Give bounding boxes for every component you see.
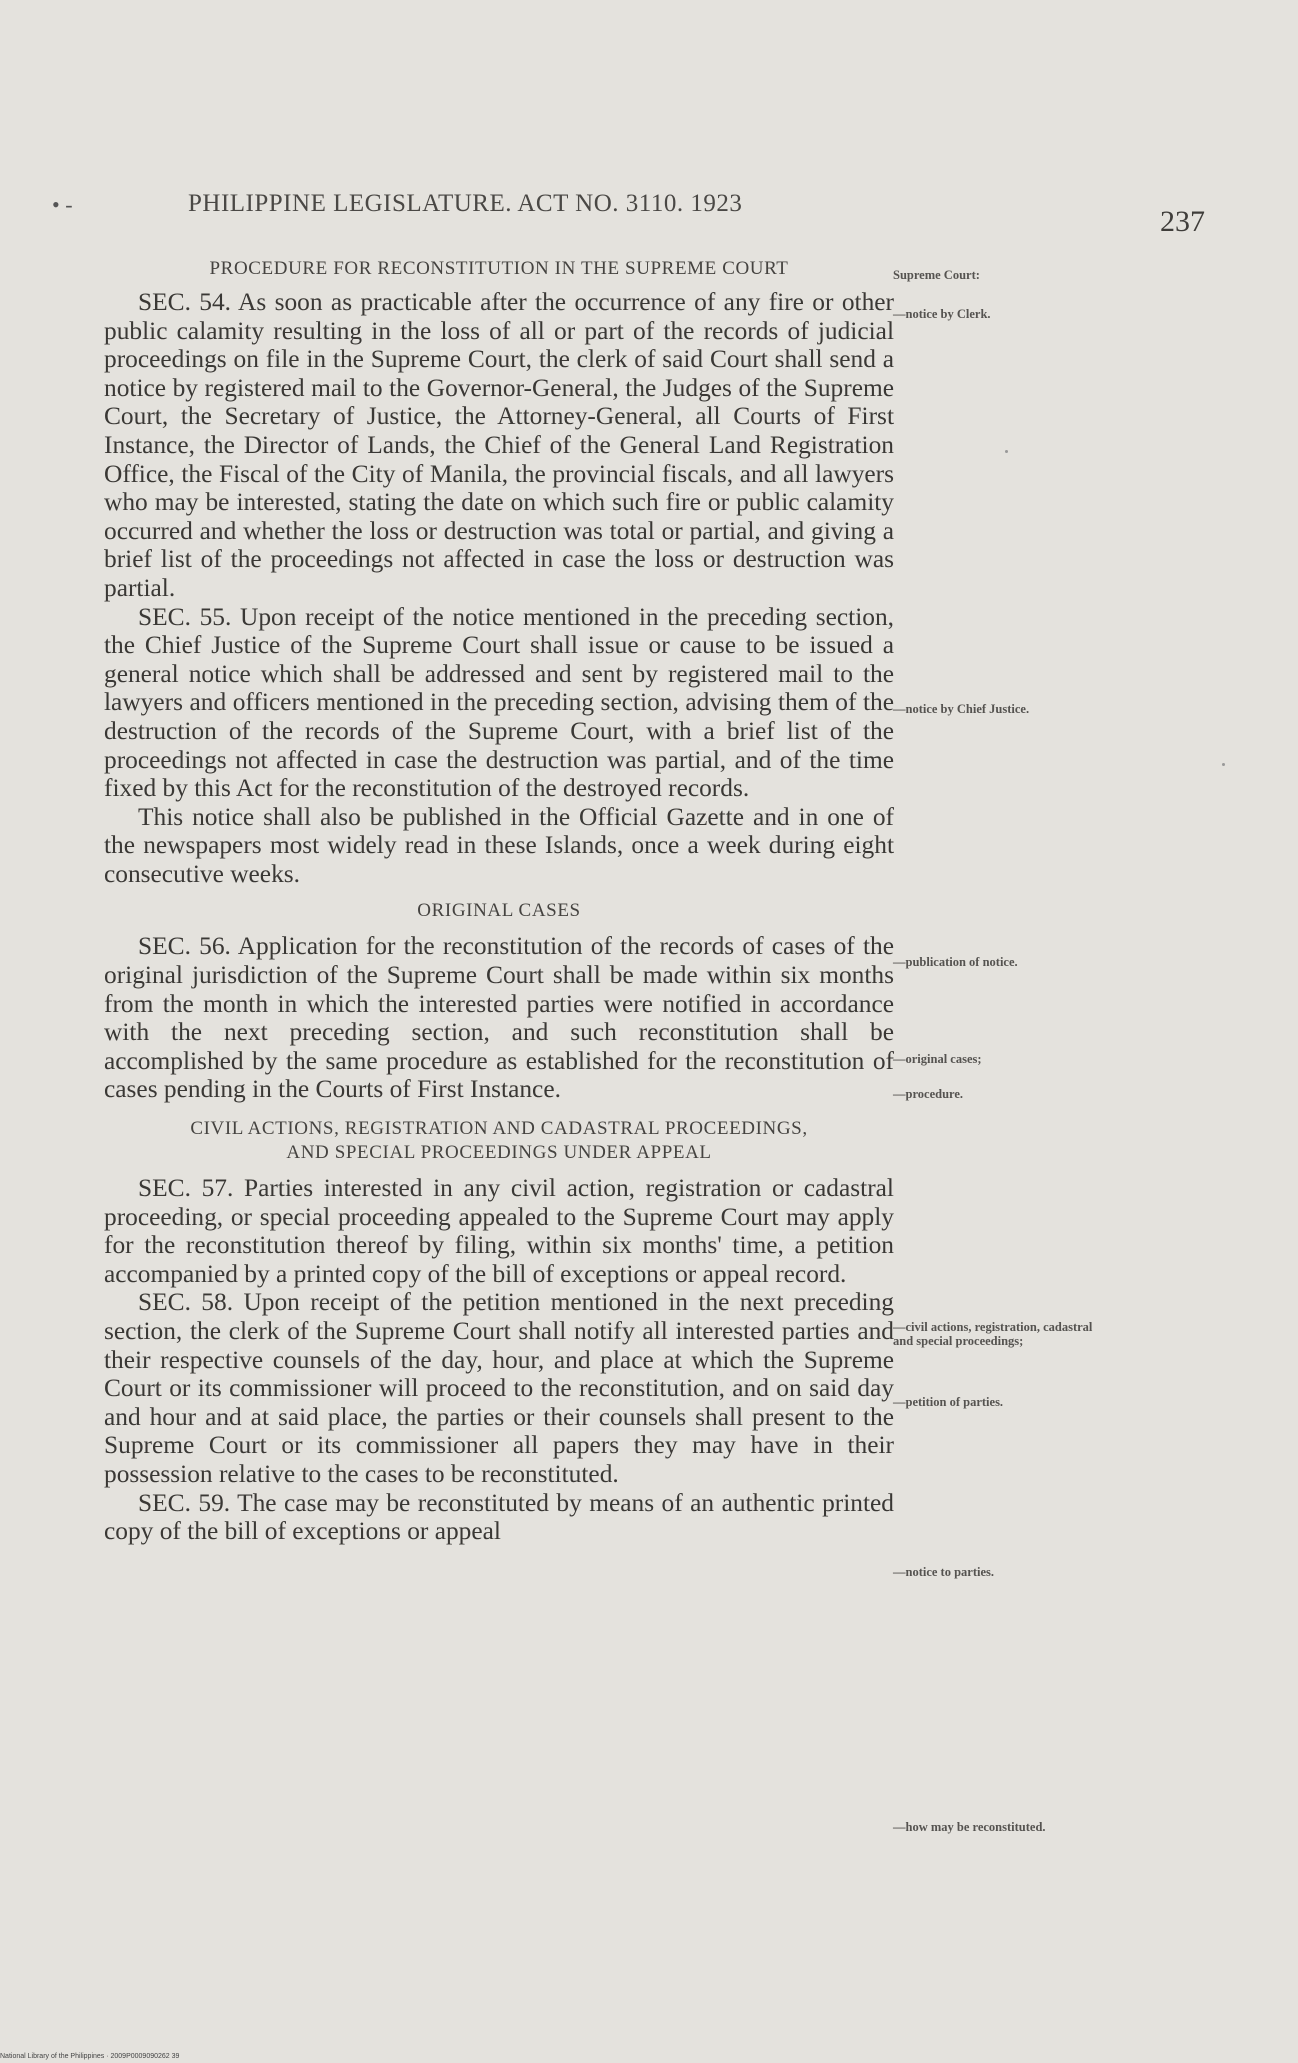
section-57-label: SEC. 57. xyxy=(138,1174,234,1203)
section-heading-civil-actions-1: CIVIL ACTIONS, REGISTRATION AND CADASTRAL PROCEEDINGS, xyxy=(190,1118,808,1140)
section-56-label: SEC. 56. xyxy=(138,932,231,961)
page-number: 237 xyxy=(1160,205,1205,238)
margin-note-how-reconstituted: —how may be reconstituted. xyxy=(893,1820,1046,1834)
margin-note-notice-by-clerk: —notice by Clerk. xyxy=(893,307,991,321)
section-57-text: Parties interested in any civil action, registration or cadastral proceeding, or special proceeding appealed to the Supreme Court may apply for the reconstitution thereof by filing, within six months' time, a petition accompanied by a printed copy of the bill of exceptions or appeal record. xyxy=(104,1174,894,1288)
section-58-text: Upon receipt of the petition mentioned in the next preceding section, the clerk of the Supreme Court shall notify all interested parties and their respective counsels of the day, hour, and place at which the Supreme Court or its commissioner will proceed to the reconstitution, and on said day and hour and at said place, the parties or their counsels shall present to the Supreme Court or its commissioner all papers they may have in their possession relative to the cases to be reconstituted. xyxy=(104,1288,894,1488)
section-heading-procedure: PROCEDURE FOR RECONSTITUTION IN THE SUPREME COURT xyxy=(209,258,789,279)
section-57 xyxy=(104,1174,894,1288)
section-heading-civil-actions-2: AND SPECIAL PROCEEDINGS UNDER APPEAL xyxy=(286,1142,712,1164)
margin-note-procedure: —procedure. xyxy=(893,1087,964,1101)
section-54 xyxy=(104,288,894,603)
section-59-label: SEC. 59. xyxy=(138,1488,231,1517)
speck xyxy=(1222,763,1225,766)
margin-note-notice-by-chief-justice: —notice by Chief Justice. xyxy=(893,702,1030,716)
margin-note-notice-to-parties: —notice to parties. xyxy=(893,1565,995,1579)
speck xyxy=(1005,450,1008,453)
margin-note-civil-actions: —civil actions, registration, cadastral and special proceedings; xyxy=(893,1320,1093,1348)
section-55 xyxy=(104,603,894,803)
section-56 xyxy=(104,932,894,1104)
section-55-text: Upon receipt of the notice mentioned in the preceding section, the Chief Justice of the Supreme Court shall issue or cause to be issued a general notice which shall be addressed and sent by registered mail to the lawyers and officers mentioned in the preceding section, advising them of the destruction of the records of the Supreme Court, with a brief list of the proceedings not affected in case the destruction was partial, and of the time fixed by this Act for the reconstitution of the destroyed records. xyxy=(104,602,894,803)
margin-note-supreme-court: Supreme Court: xyxy=(893,268,980,282)
section-55-publication: This notice shall also be published in the Official Gazette and in one of the newspapers most widely read in these Islands, once a week during eight consecutive weeks. xyxy=(104,802,894,888)
section-58-label: SEC. 58. xyxy=(138,1288,234,1317)
section-54-text: As soon as practicable after the occurrence of any fire or other public calamity resulting in the loss of all or part of the records of judicial proceedings on file in the Supreme Court, the clerk of said Court shall send a notice by registered mail to the Governor-General, the Judges of the Supreme Court, the Secretary of Justice, the Attorney-General, all Courts of First Instance, the Director of Lands, the Chief of the General Land Registration Office, the Fiscal of the City of Manila, the provincial fiscals, and all lawyers who may be interested, stating the date on which such fire or public calamity occurred and whether the loss or destruction was total or partial, and giving a brief list of the proceedings not affected in case the loss or destruction was partial. xyxy=(104,288,895,602)
section-59 xyxy=(104,1489,894,1546)
margin-note-original-cases: —original cases; xyxy=(893,1052,982,1066)
page-mark: • - xyxy=(52,192,73,217)
section-heading-original-cases: ORIGINAL CASES xyxy=(417,900,581,922)
section-56-text: Application for the reconstitution of the records of cases of the original jurisdiction of the Supreme Court shall be made within six months from the month in which the interested parties were notified in accordance with the next preceding section, and such reconstitution shall be accomplished by the same procedure as established for the reconstitution of cases pending in the Courts of First Instance. xyxy=(104,932,895,1104)
margin-note-petition: —petition of parties. xyxy=(893,1395,1004,1409)
section-58 xyxy=(104,1288,894,1488)
footer-strip: National Library of the Philippines · 2009P0009090262 39 xyxy=(0,2053,180,2060)
running-head: PHILIPPINE LEGISLATURE. ACT NO. 3110. 1923 xyxy=(188,190,743,217)
section-55-label: SEC. 55. xyxy=(138,602,232,631)
body-column xyxy=(104,252,894,1546)
section-59-text: The case may be reconstituted by means of an authentic printed copy of the bill of exceptions or appeal xyxy=(104,1488,894,1546)
section-54-label: SEC. 54. xyxy=(138,288,232,316)
margin-note-publication: —publication of notice. xyxy=(893,955,1018,969)
